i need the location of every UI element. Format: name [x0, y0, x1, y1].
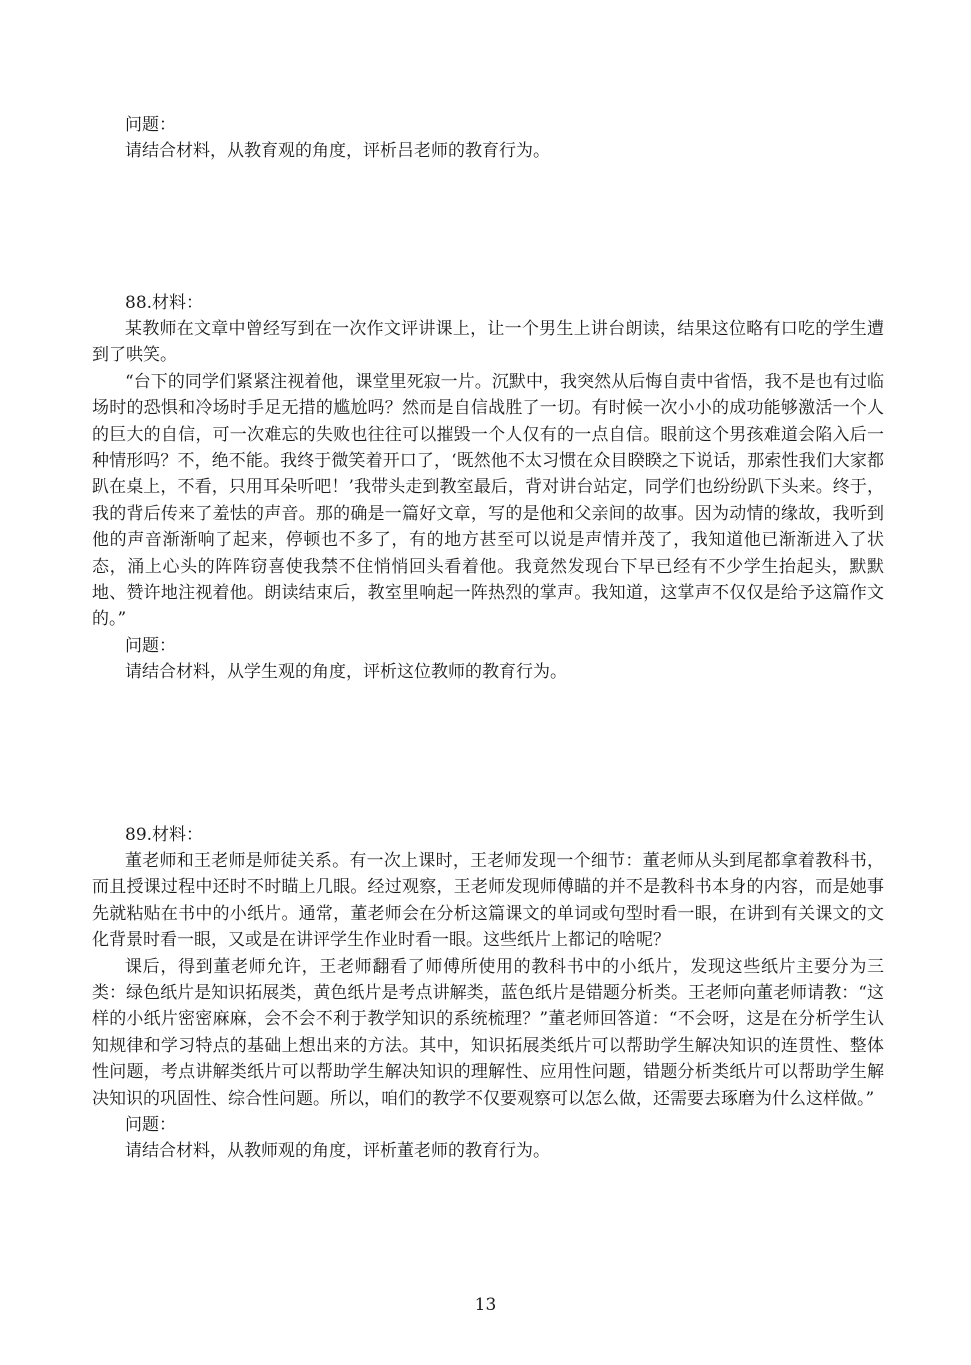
q88-question-label: 问题： [125, 635, 176, 656]
q89-question-text: 请结合材料，从教师观的角度，评析董老师的教育行为。 [125, 1141, 550, 1162]
q89-heading: 89.材料： [125, 825, 204, 845]
q88-section [92, 290, 884, 685]
q88-paragraph-1: 某教师在文章中曾经写到在一次作文评讲课上，让一个男生上讲台朗读，结果这位略有口吃的学生遭到了哄笑。 [92, 319, 884, 366]
q89-section [92, 822, 884, 1164]
q88-question-text: 请结合材料，从学生观的角度，评析这位教师的教育行为。 [125, 661, 567, 682]
page-number: 13 [474, 1295, 497, 1315]
q88-paragraph-2: “台下的同学们紧紧注视着他，课堂里死寂一片。沉默中，我突然从后悔自责中省悟，我不是也有过临场时的恐惧和冷场时手足无措的尴尬吗？然而是自信战胜了一切。有时候一次小小的成功能够激活一个人的巨大的自信，可一次难忘的失败也往往可以摧毁一个人仅有的一点自信。眼前这个男孩难道会陷入后一种情形吗？不，绝不能。我终于微笑着开口了，‘既然他不太习惯在众目睽睽之下说话，那索性我们大家都趴在桌上，不看，只用耳朵听吧！’我带头走到教室最后，背对讲台站定，同学们也纷纷趴下头来。终于，我的背后传来了羞怯的声音。那的确是一篇好文章，写的是他和父亲间的故事。因为动情的缘故，我听到他的声音渐渐响了起来，停顿也不多了，有的地方甚至可以说是声情并茂了，我知道他已渐渐进入了状态，涌上心头的阵阵窃喜使我禁不住悄悄回头看着他。我竟然发现台下早已经有不少学生抬起头，默默地、赞许地注视着他。朗读结束后，教室里响起一阵热烈的掌声。我知道，这掌声不仅仅是给予这篇作文的。” [92, 371, 884, 630]
q89-paragraph-2: 课后，得到董老师允许，王老师翻看了师傅所使用的教科书中的小纸片，发现这些纸片主要分为三类：绿色纸片是知识拓展类，黄色纸片是考点讲解类，蓝色纸片是错题分析类。王老师向董老师请教：“这样的小纸片密密麻麻，会不会不利于教学知识的系统梳理？”董老师回答道：“不会呀，这是在分析学生认知规律和学习特点的基础上想出来的方法。其中，知识拓展类纸片可以帮助学生解决知识的连贯性、整体性问题，考点讲解类纸片可以帮助学生解决知识的理解性、应用性问题，错题分析类纸片可以帮助学生解决知识的巩固性、综合性问题。所以，咱们的教学不仅要观察可以怎么做，还需要去琢磨为什么这样做。” [92, 956, 884, 1109]
q87-question-text: 请结合材料，从教育观的角度，评析吕老师的教育行为。 [125, 141, 550, 161]
q87-question-label: 问题： [125, 115, 176, 135]
q87-section [92, 112, 884, 164]
q89-question-label: 问题： [125, 1115, 176, 1136]
q88-heading: 88.材料： [125, 293, 204, 313]
q89-paragraph-1: 董老师和王老师是师徒关系。有一次上课时，王老师发现一个细节：董老师从头到尾都拿着教科书，而且授课过程中还时不时瞄上几眼。经过观察，王老师发现师傅瞄的并不是教科书本身的内容，而是她事先就粘贴在书中的小纸片。通常，董老师会在分析这篇课文的单词或句型时看一眼，在讲到有关课文的文化背景时看一眼，又或是在讲评学生作业时看一眼。这些纸片上都记的啥呢？ [92, 851, 884, 951]
